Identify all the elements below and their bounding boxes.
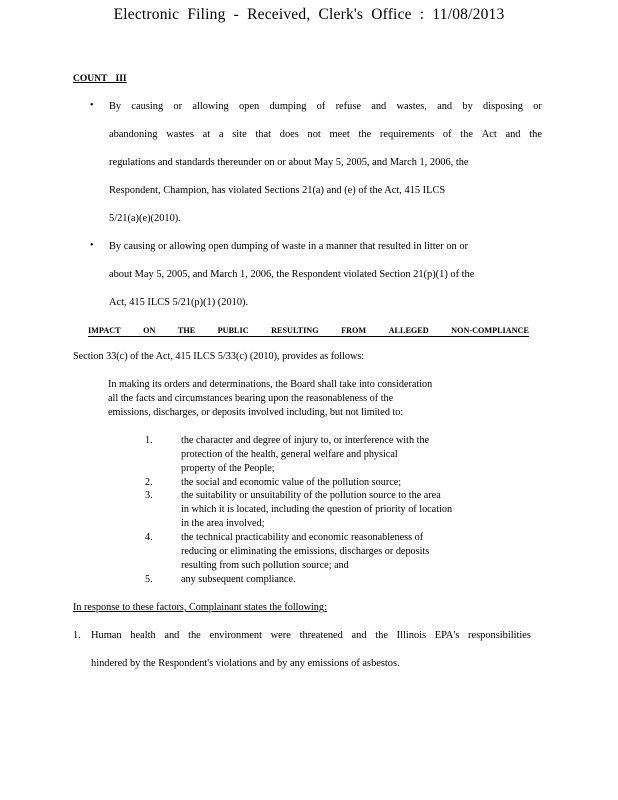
page-header: Electronic Filing - Received, Clerk's Office : 11/08/2013 (113, 6, 505, 23)
word: the (358, 129, 372, 140)
word: that (255, 129, 272, 140)
word: open (238, 101, 260, 112)
word: the (375, 630, 388, 641)
factor-number-3: 3. (145, 490, 153, 501)
factor-4-line-1: the technical practicability and economic reasonableness of (181, 532, 424, 543)
word: Human (91, 630, 122, 641)
factor-4-line-3: resulting from such pollution source; and (181, 560, 349, 571)
factor-number-4: 4. (145, 532, 153, 543)
word: does (279, 129, 299, 140)
word: abandoning (109, 129, 158, 140)
impact-word: NON-COMPLIANCE (451, 326, 529, 335)
factor-3-line-1: the suitability or unsuitability of the pollution source to the area (181, 490, 441, 501)
word: the (529, 129, 542, 140)
bullet-2-line-1: By causing or allowing open dumping of waste in a manner that resulted in litter on or (109, 241, 468, 252)
word: not (307, 129, 321, 140)
word: By (109, 101, 122, 112)
word: site (232, 129, 247, 140)
word: of (316, 101, 326, 112)
word: refuse (335, 101, 361, 112)
bullet-marker-2: • (90, 240, 94, 251)
word: and (351, 630, 367, 641)
word: the (188, 630, 201, 641)
bullet-marker-1: • (90, 100, 94, 111)
response-1-line-2: hindered by the Respondent's violations and by any emissions of asbestos. (91, 658, 400, 669)
bullet-1-line-4: Respondent, Champion, has violated Sections 21(a) and (e) of the Act, 415 ILCS (109, 185, 446, 196)
word: Act (481, 129, 497, 140)
word: meet (329, 129, 350, 140)
factor-5-line-1: any subsequent compliance. (181, 574, 296, 585)
impact-word: FROM (341, 326, 367, 335)
impact-word: PUBLIC (217, 326, 249, 335)
word: dumping (269, 101, 307, 112)
factor-1-line-2: protection of the health, general welfare and physical (181, 449, 398, 460)
factor-number-2: 2. (145, 477, 153, 488)
word: environment (209, 630, 262, 641)
word: a (218, 129, 224, 140)
word: wastes (166, 129, 194, 140)
impact-heading (88, 326, 529, 337)
bullet-1-line-1 (109, 101, 542, 112)
word: of (442, 129, 452, 140)
word: were (270, 630, 291, 641)
response-heading: In response to these factors, Complainant states the following: (73, 602, 327, 613)
count-heading: COUNT III (73, 74, 127, 84)
word: and (371, 101, 387, 112)
word: Illinois (396, 630, 427, 641)
quote-line-3: emissions, discharges, or deposits involved including, but not limited to: (108, 407, 404, 418)
quote-line-2: all the facts and circumstances bearing upon the reasonableness of the (108, 393, 394, 404)
impact-word: ALLEGED (388, 326, 429, 335)
response-number-1: 1. (73, 630, 81, 641)
response-1-line-1 (91, 630, 531, 641)
word: threatened (299, 630, 343, 641)
word: allowing (192, 101, 229, 112)
impact-word: RESULTING (271, 326, 319, 335)
section-intro: Section 33(c) of the Act, 415 ILCS 5/33(c) (2010), provides as follows: (73, 351, 365, 362)
impact-word: IMPACT (88, 326, 121, 335)
word: or (173, 101, 183, 112)
word: at (202, 129, 211, 140)
factor-number-1: 1. (145, 435, 153, 446)
word: wastes, (396, 101, 427, 112)
bullet-1-line-5: 5/21(a)(e)(2010). (109, 213, 181, 224)
word: requirements (379, 129, 435, 140)
impact-word: ON (143, 326, 156, 335)
factor-3-line-3: in the area involved; (181, 518, 265, 529)
factor-3-line-2: in which it is located, including the question of priority of location (181, 504, 453, 515)
bullet-1-line-3: regulations and standards thereunder on or about May 5, 2005, and March 1, 2006, the (109, 157, 469, 168)
factor-1-line-1: the character and degree of injury to, or interference with the (181, 435, 430, 446)
word: disposing (483, 101, 523, 112)
quote-line-1: In making its orders and determinations, the Board shall take into consideration (108, 379, 433, 390)
word: causing (131, 101, 164, 112)
word: and (437, 101, 453, 112)
word: responsibilities (468, 630, 531, 641)
word: the (460, 129, 473, 140)
bullet-2-line-2: about May 5, 2005, and March 1, 2006, the Respondent violated Section 21(p)(1) of the (109, 269, 475, 280)
word: EPA's (434, 630, 460, 641)
impact-word: THE (177, 326, 196, 335)
bullet-2-line-3: Act, 415 ILCS 5/21(p)(1) (2010). (109, 297, 249, 308)
factor-2-line-1: the social and economic value of the pollution source; (181, 477, 402, 488)
factor-number-5: 5. (145, 574, 153, 585)
word: health (130, 630, 156, 641)
factor-4-line-2: reducing or eliminating the emissions, discharges or deposits (181, 546, 430, 557)
word: by (462, 101, 473, 112)
factor-1-line-3: property of the People; (181, 463, 275, 474)
word: and (505, 129, 521, 140)
word: and (164, 630, 180, 641)
word: or (533, 101, 542, 112)
bullet-1-line-2 (109, 129, 542, 140)
